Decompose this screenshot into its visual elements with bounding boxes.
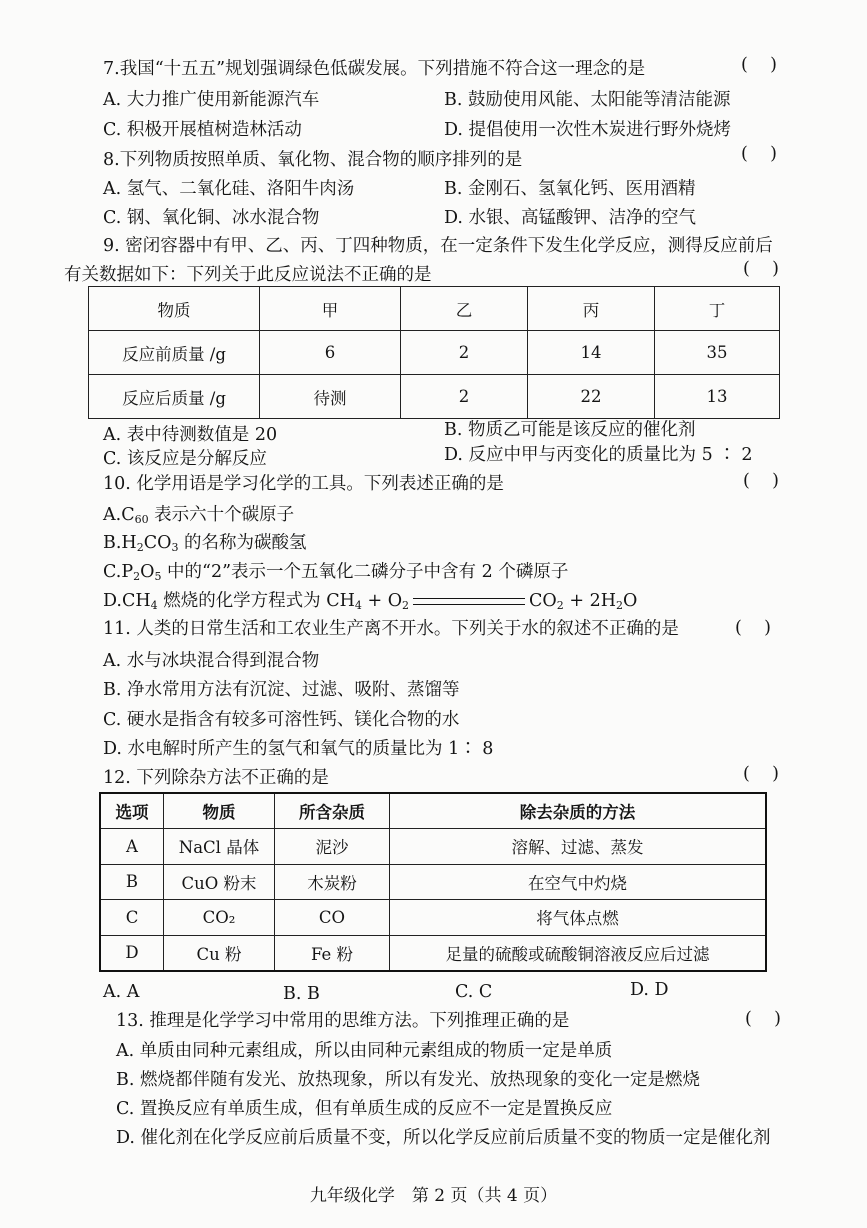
q9-data-table bbox=[88, 286, 780, 419]
table-header-cell: 乙 bbox=[401, 287, 528, 331]
q8-stem: 8.下列物质按照单质、氧化物、混合物的顺序排列的是 bbox=[103, 150, 523, 170]
table-cell: Cu 粉 bbox=[164, 935, 275, 971]
table-row bbox=[89, 331, 780, 375]
table-cell: 22 bbox=[528, 375, 655, 419]
table-cell: 2 bbox=[401, 375, 528, 419]
q10-answer-paren: ( ) bbox=[743, 471, 779, 491]
q13-option-a: A. 单质由同种元素组成，所以由同种元素组成的物质一定是单质 bbox=[116, 1041, 613, 1061]
table-cell: 2 bbox=[401, 331, 528, 375]
table-header-row bbox=[89, 287, 780, 331]
table-cell: 35 bbox=[655, 331, 780, 375]
q12-option-b: B. B bbox=[283, 984, 320, 1004]
q7-stem: 7.我国“十五五”规划强调绿色低碳发展。下列措施不符合这一理念的是 bbox=[103, 59, 646, 79]
q12-option-c: C. C bbox=[455, 982, 493, 1002]
table-cell: C bbox=[100, 900, 164, 936]
table-row bbox=[89, 375, 780, 419]
q9-answer-paren: ( ) bbox=[743, 259, 779, 279]
q13-option-c: C. 置换反应有单质生成，但有单质生成的反应不一定是置换反应 bbox=[116, 1099, 613, 1119]
q12-answer-paren: ( ) bbox=[743, 764, 779, 784]
table-cell: 溶解、过滤、蒸发 bbox=[390, 829, 767, 865]
table-cell: D bbox=[100, 935, 164, 971]
table-header-cell: 所含杂质 bbox=[275, 793, 390, 829]
table-cell: 反应前质量 /g bbox=[89, 331, 260, 375]
q12-stem: 12. 下列除杂方法不正确的是 bbox=[103, 768, 329, 788]
table-header-cell: 除去杂质的方法 bbox=[390, 793, 767, 829]
table-cell: B bbox=[100, 864, 164, 900]
table-row bbox=[100, 900, 766, 936]
table-row bbox=[100, 864, 766, 900]
q10-option-a: $A.C_{60}$ 表示六十个碳原子 bbox=[103, 505, 295, 526]
q7-answer-paren: ( ) bbox=[741, 55, 777, 75]
q9-option-c: C. 该反应是分解反应 bbox=[103, 449, 267, 469]
q10-option-d: $D.CH_4$ 燃烧的化学方程式为 $CH_4 + O_2$ $CO_2 + 2H_2O$ bbox=[103, 591, 638, 612]
table-row bbox=[100, 935, 766, 971]
q11-option-d: D. 水电解时所产生的氢气和氧气的质量比为 1∶ 8 bbox=[103, 739, 494, 759]
table-cell: 足量的硫酸或硫酸铜溶液反应后过滤 bbox=[390, 935, 767, 971]
q11-option-a: A. 水与冰块混合得到混合物 bbox=[103, 651, 320, 671]
q7-option-a: A. 大力推广使用新能源汽车 bbox=[103, 90, 320, 110]
table-header-cell: 选项 bbox=[100, 793, 164, 829]
table-row bbox=[100, 829, 766, 865]
table-cell: NaCl 晶体 bbox=[164, 829, 275, 865]
q8-option-a: A. 氢气、二氧化硅、洛阳牛肉汤 bbox=[103, 179, 355, 199]
table-header-cell: 丁 bbox=[655, 287, 780, 331]
q11-stem: 11. 人类的日常生活和工农业生产离不开水。下列关于水的叙述不正确的是 bbox=[103, 619, 679, 639]
q9-stem-line2: 有关数据如下：下列关于此反应说法不正确的是 bbox=[64, 265, 432, 285]
table-cell: Fe 粉 bbox=[275, 935, 390, 971]
q13-stem: 13. 推理是化学学习中常用的思维方法。下列推理正确的是 bbox=[116, 1011, 570, 1031]
q13-answer-paren: ( ) bbox=[745, 1009, 781, 1029]
q9-option-d: D. 反应中甲与丙变化的质量比为 5 ∶ 2 bbox=[444, 445, 753, 465]
table-cell: CuO 粉末 bbox=[164, 864, 275, 900]
q10-option-b: $B.H_2CO_3$ 的名称为碳酸氢 bbox=[103, 533, 307, 554]
q12-options-table bbox=[99, 792, 767, 972]
q8-answer-paren: ( ) bbox=[741, 144, 777, 164]
q11-option-b: B. 净水常用方法有沉淀、过滤、吸附、蒸馏等 bbox=[103, 680, 460, 700]
table-cell: 待测 bbox=[260, 375, 401, 419]
q13-option-b: B. 燃烧都伴随有发光、放热现象，所以有发光、放热现象的变化一定是燃烧 bbox=[116, 1070, 700, 1090]
q9-option-a: A. 表中待测数值是 20 bbox=[103, 425, 278, 445]
table-cell: CO₂ bbox=[164, 900, 275, 936]
table-cell: CO bbox=[275, 900, 390, 936]
q10-stem: 10. 化学用语是学习化学的工具。下列表述正确的是 bbox=[103, 474, 504, 494]
table-cell: 反应后质量 /g bbox=[89, 375, 260, 419]
q11-option-c: C. 硬水是指含有较多可溶性钙、镁化合物的水 bbox=[103, 710, 460, 730]
q11-answer-paren: ( ) bbox=[735, 618, 771, 638]
q8-option-b: B. 金刚石、氢氧化钙、医用酒精 bbox=[444, 179, 696, 199]
q12-option-d: D. D bbox=[630, 980, 669, 1000]
table-cell: 14 bbox=[528, 331, 655, 375]
table-cell: A bbox=[100, 829, 164, 865]
table-cell: 6 bbox=[260, 331, 401, 375]
table-cell: 13 bbox=[655, 375, 780, 419]
table-header-cell: 丙 bbox=[528, 287, 655, 331]
q9-option-b: B. 物质乙可能是该反应的催化剂 bbox=[444, 420, 696, 440]
equation-double-line bbox=[413, 598, 525, 605]
q12-option-a: A. A bbox=[103, 982, 140, 1002]
table-cell: 将气体点燃 bbox=[390, 900, 767, 936]
q8-option-c: C. 钢、氧化铜、冰水混合物 bbox=[103, 208, 320, 228]
q13-option-d: D. 催化剂在化学反应前后质量不变，所以化学反应前后质量不变的物质一定是催化剂 bbox=[116, 1128, 771, 1148]
q7-option-d: D. 提倡使用一次性木炭进行野外烧烤 bbox=[444, 120, 732, 140]
table-cell: 在空气中灼烧 bbox=[390, 864, 767, 900]
table-header-cell: 物质 bbox=[89, 287, 260, 331]
table-header-cell: 物质 bbox=[164, 793, 275, 829]
q9-stem-line1: 9. 密闭容器中有甲、乙、丙、丁四种物质，在一定条件下发生化学反应，测得反应前后 bbox=[103, 236, 773, 256]
table-header-cell: 甲 bbox=[260, 287, 401, 331]
table-cell: 泥沙 bbox=[275, 829, 390, 865]
q7-option-b: B. 鼓励使用风能、太阳能等清洁能源 bbox=[444, 90, 731, 110]
q8-option-d: D. 水银、高锰酸钾、洁净的空气 bbox=[444, 208, 697, 228]
page-footer: 九年级化学 第 2 页（共 4 页） bbox=[309, 1186, 558, 1206]
q10-option-c: $C.P_2O_5$ 中的“2”表示一个五氧化二磷分子中含有 2 个磷原子 bbox=[103, 562, 569, 583]
q7-option-c: C. 积极开展植树造林活动 bbox=[103, 120, 302, 140]
table-header-row bbox=[100, 793, 766, 829]
table-cell: 木炭粉 bbox=[275, 864, 390, 900]
